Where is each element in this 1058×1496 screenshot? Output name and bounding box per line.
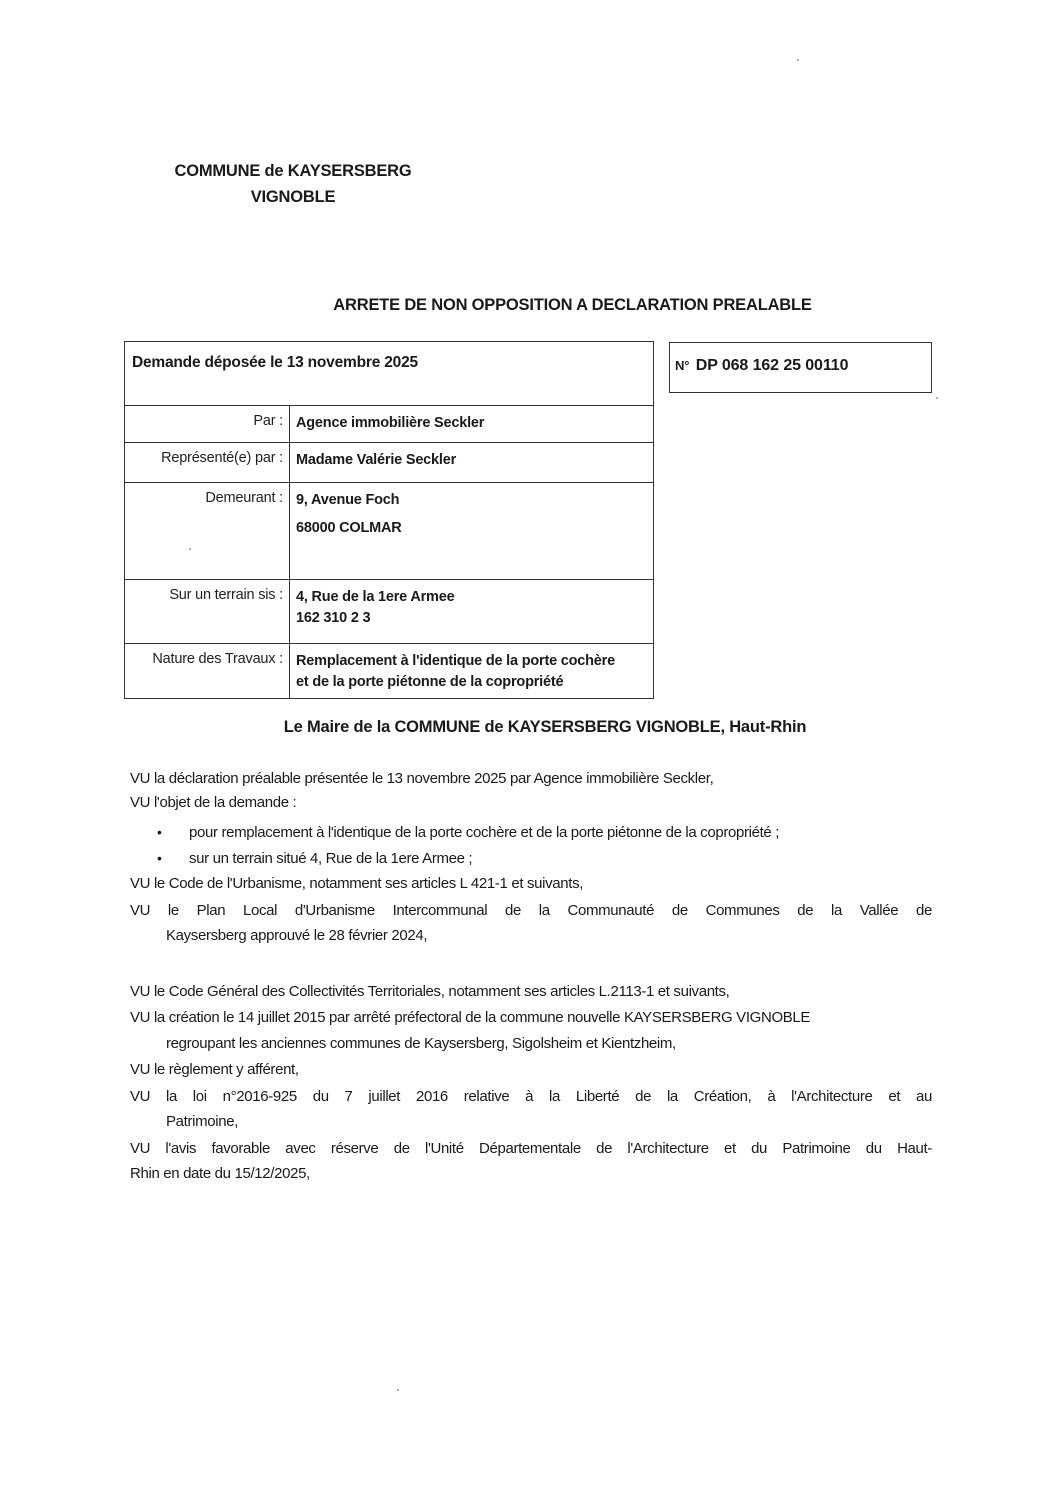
scan-speck xyxy=(189,548,191,550)
table-row xyxy=(125,406,654,443)
vu-creation-line2: regroupant les anciennes communes de Kaysersberg, Sigolsheim et Kientzheim, xyxy=(166,1035,676,1052)
vu-plui-line2: Kaysersberg approuvé le 28 février 2024, xyxy=(166,927,428,944)
works-line2: et de la porte piétonne de la copropriété xyxy=(296,674,564,690)
works-line1: Remplacement à l'identique de la porte cochère xyxy=(296,653,615,669)
commune-name-line1: COMMUNE de KAYSERSBERG xyxy=(174,162,412,180)
applicant-value: Agence immobilière Seckler xyxy=(290,406,654,443)
vu-loi-line1: VU la loi n°2016-925 du 7 juillet 2016 relative à la Liberté de la Création, à l'Architecture et au xyxy=(130,1088,932,1105)
site-label: Sur un terrain sis : xyxy=(125,580,290,644)
table-row xyxy=(125,644,654,699)
vu-creation-line1: VU la création le 14 juillet 2015 par arrêté préfectoral de la commune nouvelle KAYSERSBERG VIGNOBLE xyxy=(130,1009,811,1026)
works-label: Nature des Travaux : xyxy=(125,644,290,699)
commune-name-line2: VIGNOBLE xyxy=(250,188,336,206)
table-row xyxy=(125,580,654,644)
vu-plui-line1: VU le Plan Local d'Urbanisme Intercommunal de la Communauté de Communes de la Vallée de xyxy=(130,902,932,919)
vu-reglement: VU le règlement y afférent, xyxy=(130,1061,299,1078)
vu-cgct: VU le Code Général des Collectivités Territoriales, notamment ses articles L.2113-1 et suivants, xyxy=(130,983,730,1000)
representative-label: Représenté(e) par : xyxy=(125,443,290,483)
request-date-header: Demande déposée le 13 novembre 2025 xyxy=(125,342,654,406)
table-header-row xyxy=(125,342,654,406)
site-value xyxy=(290,580,654,644)
vu-declaration: VU la déclaration préalable présentée le 13 novembre 2025 par Agence immobilière Seckler, xyxy=(130,770,714,787)
dp-number-value: DP 068 162 25 00110 xyxy=(695,357,849,374)
scan-speck xyxy=(797,59,799,61)
commune-header xyxy=(163,158,423,210)
request-details-table xyxy=(124,341,654,699)
address-city: 68000 COLMAR xyxy=(296,520,402,536)
bullet-icon: • xyxy=(157,850,162,866)
scan-speck xyxy=(397,1389,399,1391)
bullet-text: sur un terrain situé 4, Rue de la 1ere Armee ; xyxy=(189,850,473,867)
site-parcel: 162 310 2 3 xyxy=(296,610,371,626)
vu-avis-line2: Rhin en date du 15/12/2025, xyxy=(130,1165,310,1182)
dp-number xyxy=(675,357,848,375)
works-value xyxy=(290,644,654,699)
bullet-item xyxy=(157,820,779,845)
scan-speck xyxy=(936,397,938,399)
vu-urban-code: VU le Code de l'Urbanisme, notamment ses articles L 421-1 et suivants, xyxy=(130,875,584,892)
bullet-text: pour remplacement à l'identique de la porte cochère et de la porte piétonne de la copropriété ; xyxy=(189,824,780,841)
vu-avis-line1: VU l'avis favorable avec réserve de l'Unité Départementale de l'Architecture et du Patrimoine du Haut- xyxy=(130,1140,932,1157)
mayor-heading: Le Maire de la COMMUNE de KAYSERSBERG VIGNOBLE, Haut-Rhin xyxy=(283,718,807,736)
address-value xyxy=(290,483,654,580)
bullet-item xyxy=(157,846,472,871)
bullet-icon: • xyxy=(157,824,162,840)
address-street: 9, Avenue Foch xyxy=(296,492,400,508)
address-label: Demeurant : xyxy=(125,483,290,580)
dp-number-prefix: N° xyxy=(675,358,690,373)
representative-value: Madame Valérie Seckler xyxy=(290,443,654,483)
vu-loi-line2: Patrimoine, xyxy=(166,1113,239,1130)
vu-object: VU l'objet de la demande : xyxy=(130,794,297,811)
table-row xyxy=(125,483,654,580)
document-title: ARRETE DE NON OPPOSITION A DECLARATION PREALABLE xyxy=(333,296,812,314)
site-address: 4, Rue de la 1ere Armee xyxy=(296,589,455,605)
applicant-label: Par : xyxy=(125,406,290,443)
table-row xyxy=(125,443,654,483)
